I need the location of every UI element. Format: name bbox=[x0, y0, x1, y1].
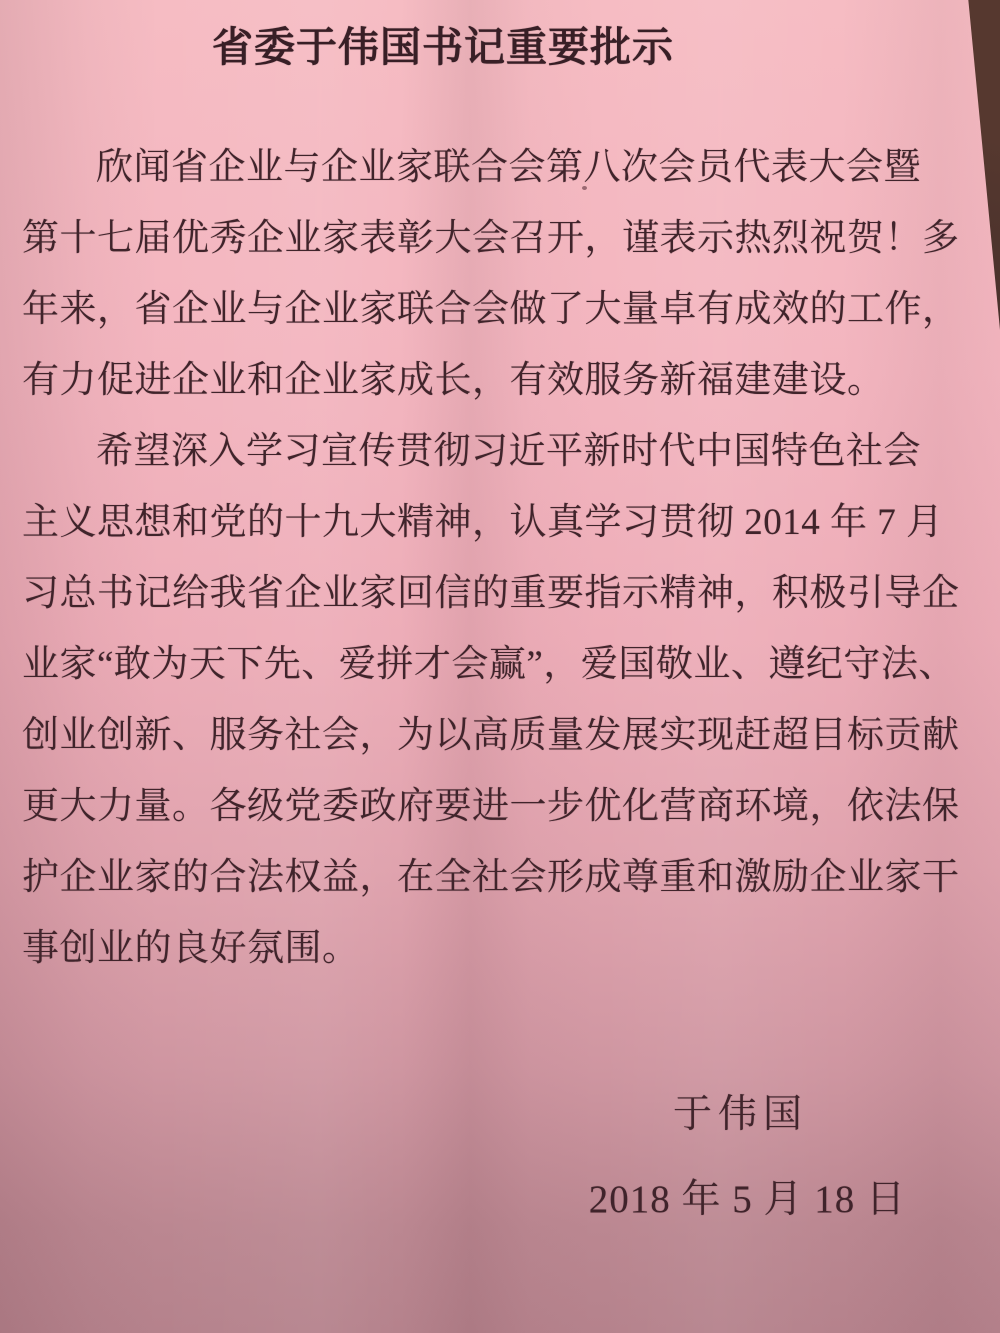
paragraph-line: 创业创新、服务社会，为以高质量发展实现赶超目标贡献 bbox=[22, 715, 960, 756]
paragraph-line: 业家“敢为天下先、爱拼才会赢”，爱国敬业、遵纪守法、 bbox=[22, 644, 956, 685]
paragraph-line: 事创业的良好氛围。 bbox=[22, 928, 360, 969]
paragraph-line: 欣闻省企业与企业家联合会第八次会员代表大会暨 bbox=[96, 147, 921, 188]
document-body bbox=[22, 132, 982, 984]
paragraph-line: 年来，省企业与企业家联合会做了大量卓有成效的工作， bbox=[22, 289, 960, 330]
paragraph-line: 有力促进企业和企业家成长，有效服务新福建建设。 bbox=[22, 360, 885, 401]
paragraph-line: 主义思想和党的十九大精神，认真学习贯彻 2014 年 7 月 bbox=[22, 502, 944, 543]
paragraph-line: 护企业家的合法权益，在全社会形成尊重和激励企业家干 bbox=[22, 857, 960, 898]
document-title: 省委于伟国书记重要批示 bbox=[212, 24, 674, 70]
paragraph-line: 希望深入学习宣传贯彻习近平新时代中国特色社会 bbox=[96, 431, 921, 472]
paragraph-line: 习总书记给我省企业家回信的重要指示精神，积极引导企 bbox=[22, 573, 960, 614]
signature: 于伟国 bbox=[672, 1093, 808, 1136]
paragraph-line: 更大力量。各级党委政府要进一步优化营商环境，依法保 bbox=[22, 786, 960, 827]
date: 2018 年 5 月 18 日 bbox=[588, 1178, 906, 1221]
paragraph-line: 第十七届优秀企业家表彰大会召开，谨表示热烈祝贺！多 bbox=[22, 218, 960, 259]
